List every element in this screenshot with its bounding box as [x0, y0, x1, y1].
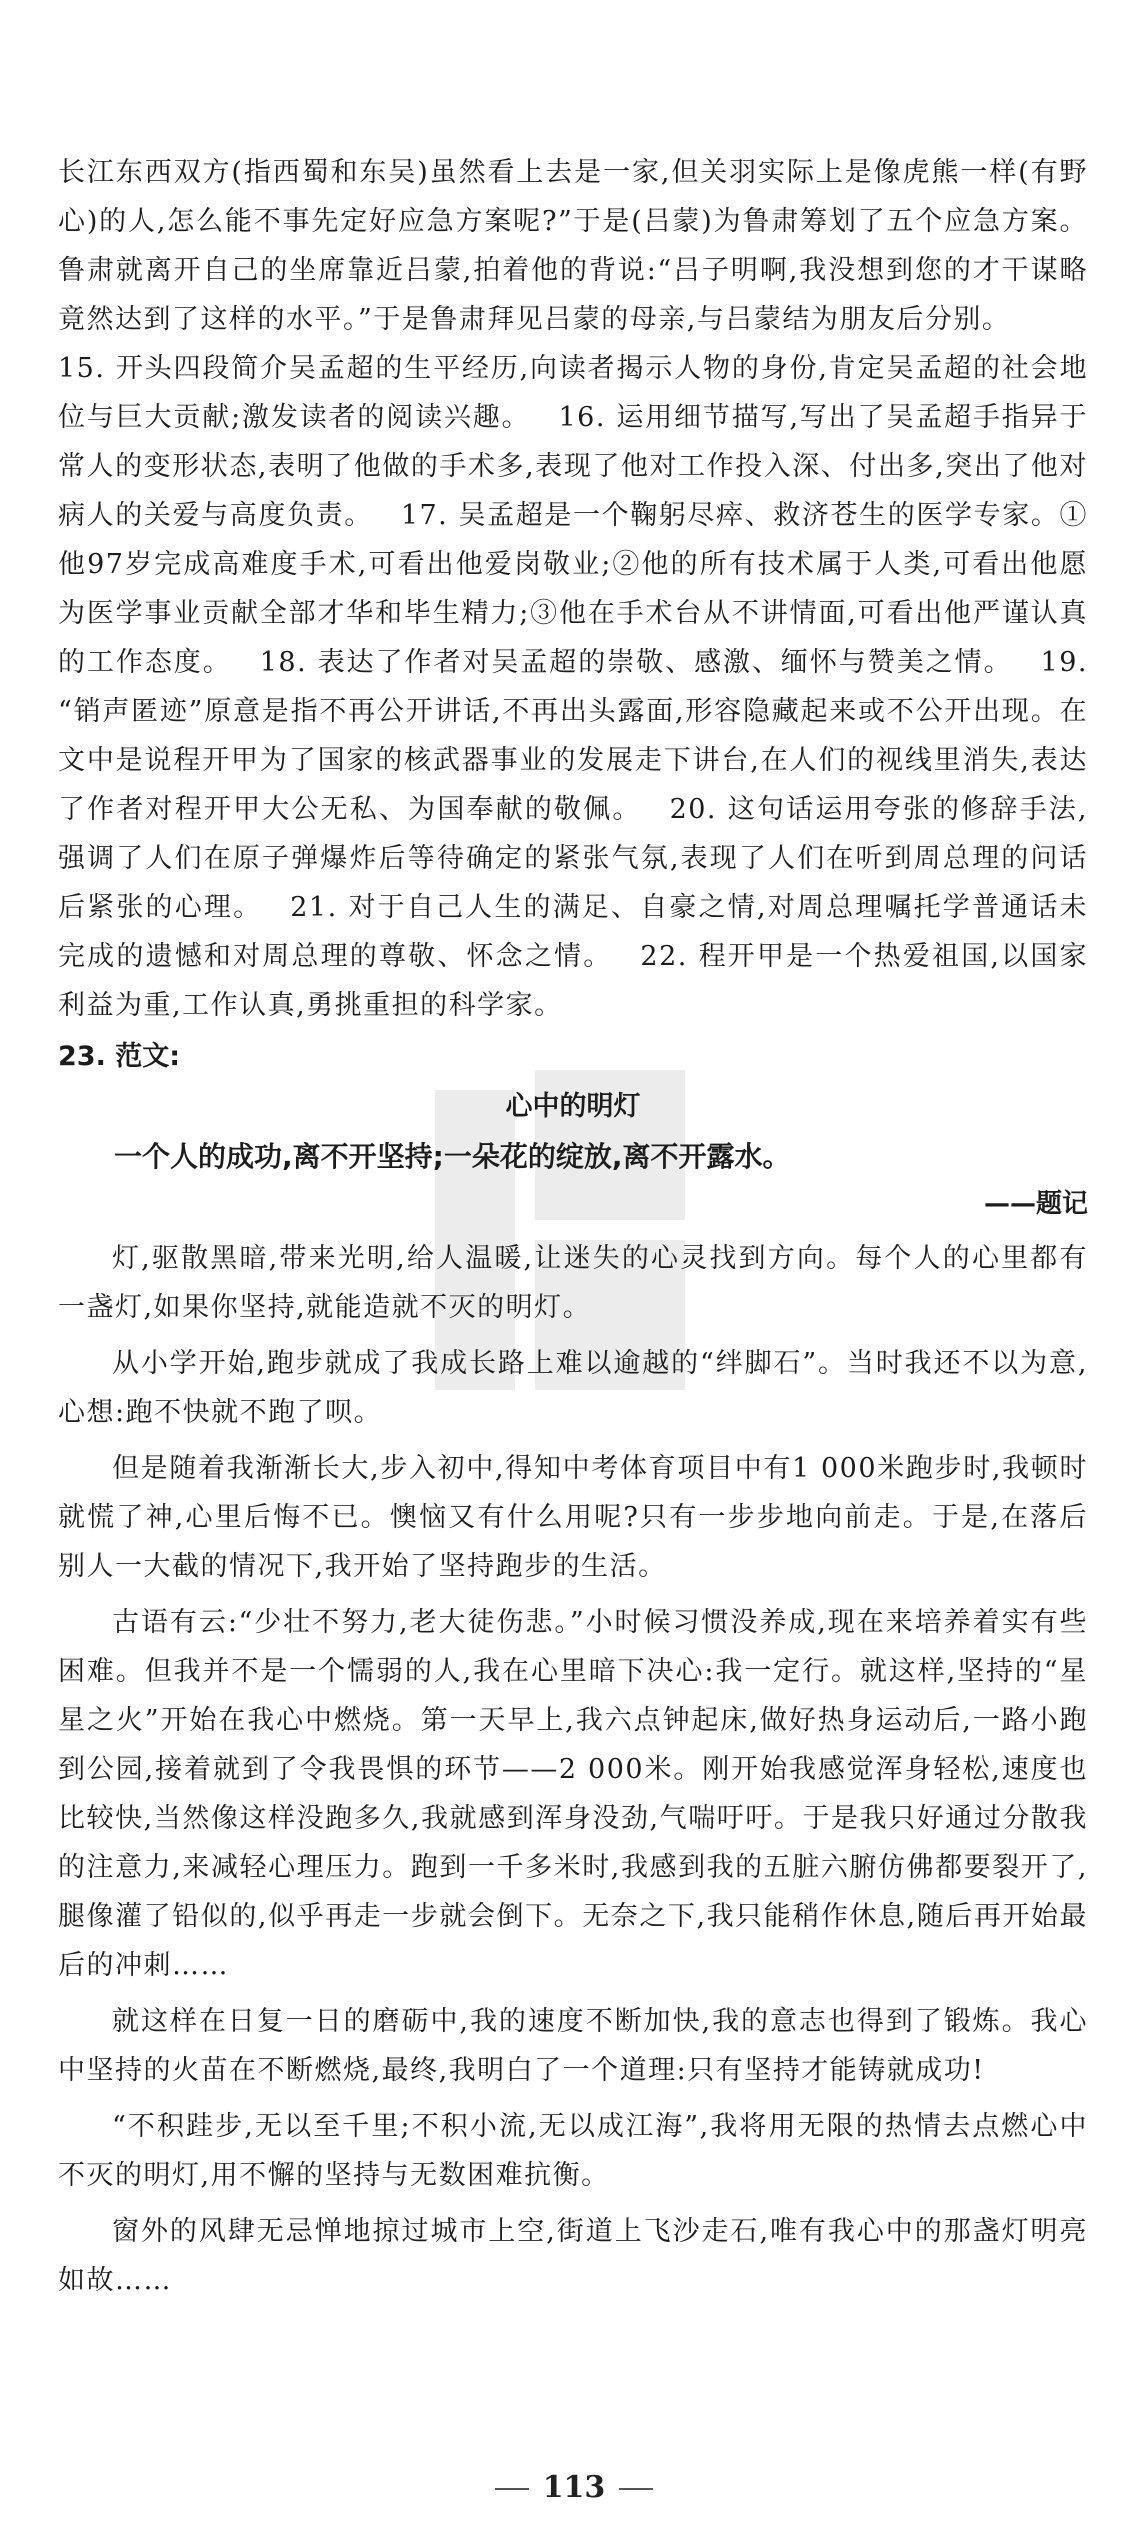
- answer-16: 16. 运用细节描写,写出了吴孟超手指异于常人的变形状态,表明了他做的手术多,表现了他对工作投入深、付出多,突出了他对病人的关爱与高度负责。: [58, 402, 1088, 531]
- answer-22: 22. 程开甲是一个热爱祖国,以国家利益为重,工作认真,勇挑重担的科学家。: [58, 941, 1088, 1021]
- answers-block-15-18: [58, 344, 1088, 1030]
- essay-inscription: ——题记: [983, 1189, 1088, 1219]
- essay-paragraph: “不积跬步,无以至千里;不积小流,无以成江海”,我将用无限的热情去点燃心中不灭的明灯,用不懈的坚持与无数困难抗衡。: [58, 2111, 1088, 2191]
- footer-dash-left: [495, 2488, 529, 2490]
- essay-paragraph: 从小学开始,跑步就成了我成长路上难以逾越的“绊脚石”。当时我还不以为意,心想:跑不快就不跑了呗。: [58, 1348, 1088, 1428]
- essay-label: 23. 范文:: [58, 1041, 181, 1072]
- footer-dash-right: [619, 2488, 653, 2490]
- essay-paragraph: 就这样在日复一日的磨砺中,我的速度不断加快,我的意志也得到了锻炼。我心中坚持的火苗在不断燃烧,最终,我明白了一个道理:只有坚持才能铸就成功!: [58, 2006, 1088, 2086]
- answer-page: [58, 148, 1088, 2305]
- answer-21: 21. 对于自己人生的满足、自豪之情,对周总理嘱托学普通话未完成的遗憾和对周总理的尊敬、怀念之情。: [58, 892, 1088, 972]
- answer-18: 18. 表达了作者对吴孟超的崇敬、感激、缅怀与赞美之情。: [259, 647, 1013, 678]
- essay-paragraph: 古语有云:“少壮不努力,老大徒伤悲。”小时候习惯没养成,现在来培养着实有些困难。但我并不是一个懦弱的人,我在心里暗下决心:我一定行。就这样,坚持的“星星之火”开始在我心中燃烧。第一天早上,我六点钟起床,做好热身运动后,一路小跑到公园,接着就到了令我畏惧的环节——2 000米。刚开始我感觉浑身轻松,速度也比较快,当然像这样没跑多久,我就感到浑身没劲,气喘吁吁。于是我只好通过分散我的注意力,来减轻心理压力。跑到一千多米时,我感到我的五脏六腑仿佛都要裂开了,腿像灌了铅似的,似乎再走一步就会倒下。无奈之下,我只能稍作休息,随后再开始最后的冲刺……: [58, 1607, 1088, 1981]
- page-number-footer: [0, 2470, 1148, 2505]
- essay-motto: 一个人的成功,离不开坚持;一朵花的绽放,离不开露水。: [114, 1140, 791, 1173]
- answer-17: 17. 吴孟超是一个鞠躬尽瘁、救济苍生的医学专家。①他97岁完成高难度手术,可看出他爱岗敬业;②他的所有技术属于人类,可看出他愿为医学事业贡献全部才华和毕生精力;③他在手术台从不讲情面,可看出他严谨认真的工作态度。: [58, 500, 1088, 678]
- essay-paragraph: 窗外的风肆无忌惮地掠过城市上空,街道上飞沙走石,唯有我心中的那盏灯明亮如故……: [58, 2216, 1088, 2296]
- page-number: 113: [542, 2470, 606, 2505]
- continuation-paragraph: 长江东西双方(指西蜀和东吴)虽然看上去是一家,但关羽实际上是像虎熊一样(有野心)的人,怎么能不事先定好应急方案呢?”于是(吕蒙)为鲁肃筹划了五个应急方案。鲁肃就离开自己的坐席靠近吕蒙,拍着他的背说:“吕子明啊,我没想到您的才干谋略竟然达到了这样的水平。”于是鲁肃拜见吕蒙的母亲,与吕蒙结为朋友后分别。: [58, 157, 1088, 335]
- essay-paragraph: 但是随着我渐渐长大,步入初中,得知中考体育项目中有1 000米跑步时,我顿时就慌了神,心里后悔不已。懊恼又有什么用呢?只有一步步地向前走。于是,在落后别人一大截的情况下,我开始了坚持跑步的生活。: [58, 1453, 1088, 1582]
- answer-15: 15. 开头四段简介吴孟超的生平经历,向读者揭示人物的身份,肯定吴孟超的社会地位与巨大贡献;激发读者的阅读兴趣。: [58, 353, 1088, 433]
- essay-paragraph: 灯,驱散黑暗,带来光明,给人温暖,让迷失的心灵找到方向。每个人的心里都有一盏灯,如果你坚持,就能造就不灭的明灯。: [58, 1243, 1088, 1323]
- essay-title: 心中的明灯: [505, 1091, 641, 1122]
- answer-19: 19. “销声匿迹”原意是指不再公开讲话,不再出头露面,形容隐藏起来或不公开出现。在文中是说程开甲为了国家的核武器事业的发展走下讲台,在人们的视线里消失,表达了作者对程开甲大公无私、为国奉献的敬佩。: [58, 647, 1088, 825]
- answer-20: 20. 这句话运用夸张的修辞手法,强调了人们在原子弹爆炸后等待确定的紧张气氛,表现了人们在听到周总理的问话后紧张的心理。: [58, 794, 1089, 923]
